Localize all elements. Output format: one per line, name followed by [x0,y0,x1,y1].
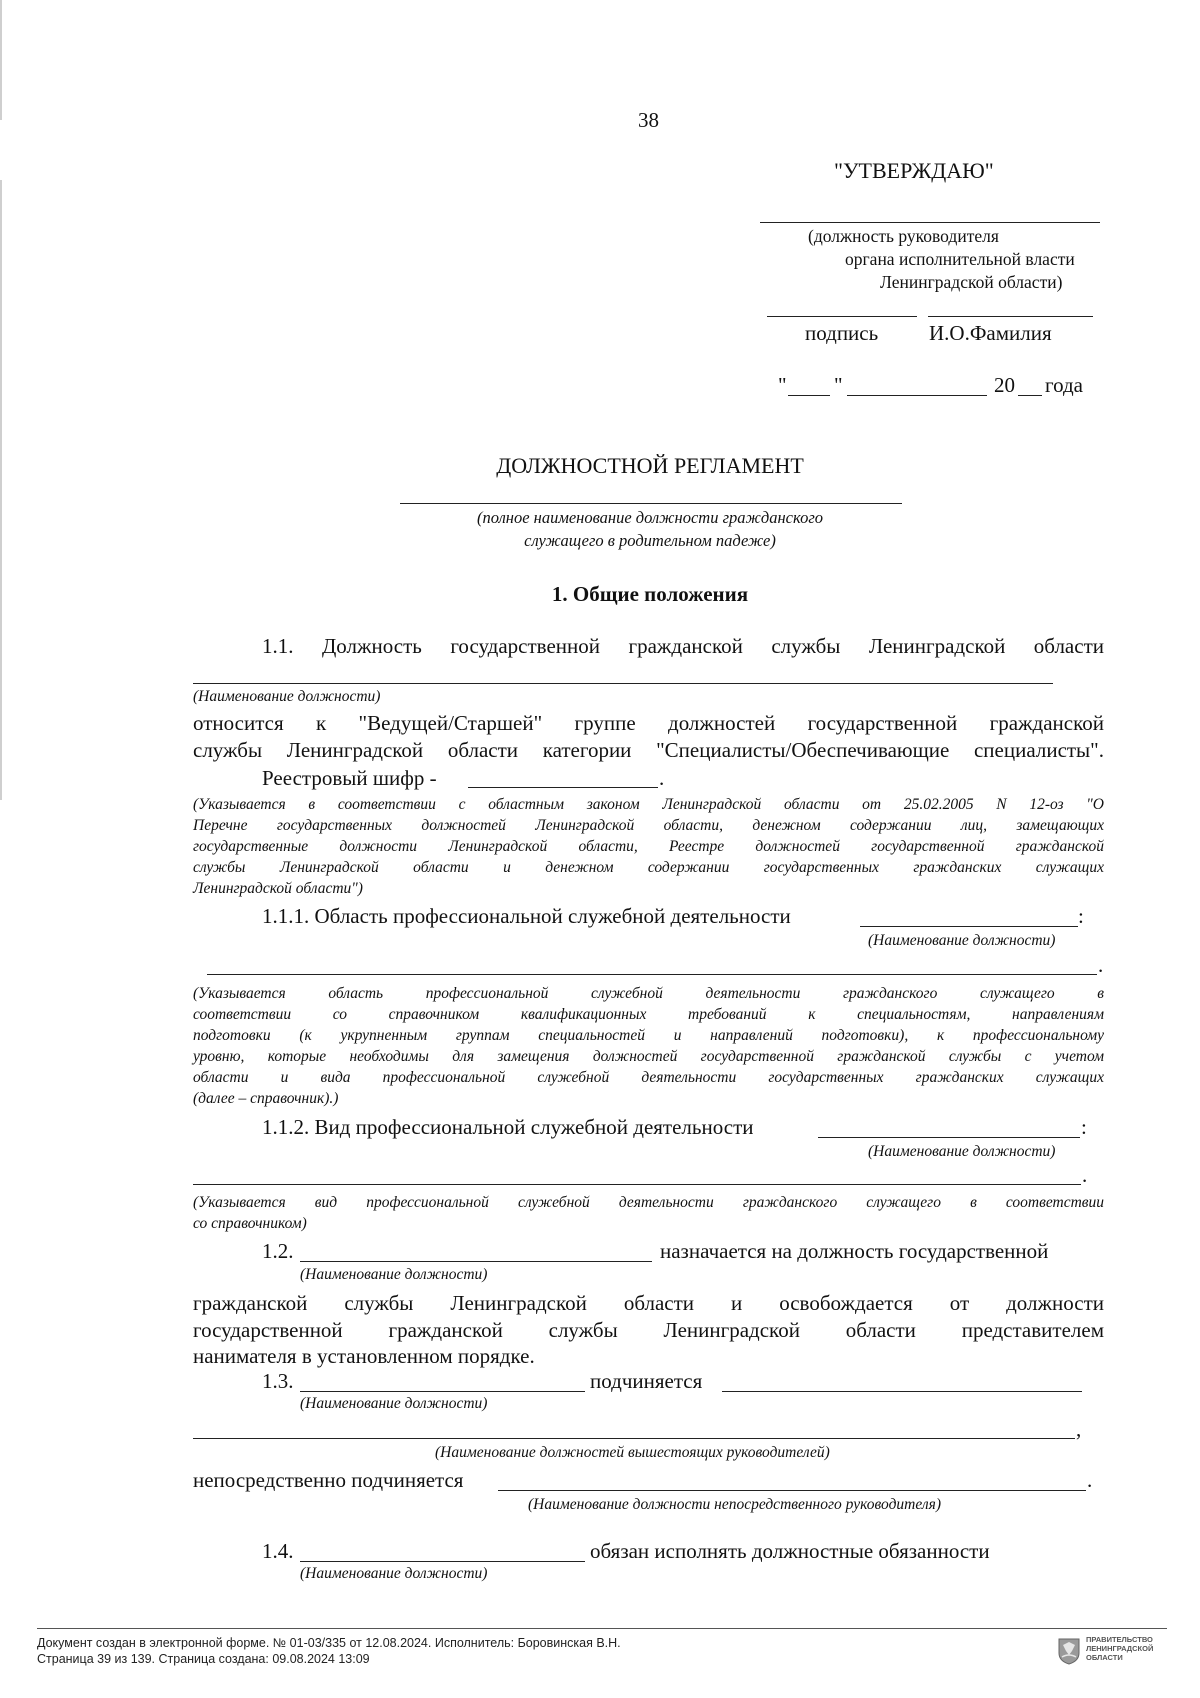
date-open-quote: " [778,373,787,397]
note3-line-1: (Указывается вид профессиональной служебной деятельности гражданского служащего в соответствии [193,1194,1104,1211]
p12-number: 1.2. [262,1239,294,1263]
p13-caption-superiors: (Наименование должностей вышестоящих руководителей) [435,1444,830,1461]
paragraph-1-1: 1.1. Должность государственной гражданской службы Ленинградской области [262,634,1104,658]
p13-position-line [300,1391,585,1392]
p11-caption: (Наименование должности) [193,688,381,705]
page-number: 38 [638,108,659,132]
approval-position-caption-3: Ленинградской области) [880,272,1063,292]
paragraph-1-1-2: 1.1.2. Вид профессиональной служебной деятельности [262,1115,754,1139]
date-suffix: года [1045,373,1083,397]
date-day-line [788,395,830,396]
approval-title: "УТВЕРЖДАЮ" [834,158,994,183]
registry-period: . [659,766,665,790]
footer-line-2: Страница 39 из 139. Страница создана: 09.08.2024 13:09 [37,1652,370,1666]
date-close-quote: " [834,373,843,397]
government-emblem-icon [1057,1637,1081,1665]
section-heading: 1. Общие положения [551,582,749,606]
p12-line-3: нанимателя в установленном порядке. [193,1344,535,1368]
date-year-line [1018,395,1042,396]
name-label: И.О.Фамилия [929,321,1052,345]
footer-separator [37,1628,1167,1629]
note2-line-5: области и вида профессиональной служебной деятельности государственных гражданских служащих [193,1069,1104,1086]
note1-line-2: Перечне государственных должностей Ленинградской области, денежном содержании лиц, замещающих [193,817,1104,834]
document-subtitle-1: (полное наименование должности гражданского [476,508,824,527]
p13-text: подчиняется [590,1369,703,1393]
signature-line [767,316,917,317]
p112-type-line [193,1184,1081,1185]
p11-line-1: относится к "Ведущей/Старшей" группе должностей государственной гражданской [193,711,1104,735]
date-year: 20 [994,373,1015,397]
footer-logo-text-1: ПРАВИТЕЛЬСТВО [1086,1635,1153,1644]
p13-superiors-line [193,1438,1075,1439]
note1-line-5: Ленинградской области") [193,880,363,897]
p11-position-line [193,683,1053,684]
note2-line-1: (Указывается область профессиональной служебной деятельности гражданского служащего в [193,985,1104,1002]
date-month-line [847,395,987,396]
registry-label: Реестровый шифр - [262,766,437,790]
p112-colon: : [1081,1115,1087,1139]
note3-line-2: со справочником) [193,1215,307,1232]
scan-edge-artifact [0,0,2,120]
p12-position-line [300,1261,652,1262]
p12-caption: (Наименование должности) [300,1266,488,1283]
p13-superior-line [722,1391,1082,1392]
p13-comma: , [1076,1417,1082,1441]
p13-period: . [1087,1468,1093,1492]
scan-edge-artifact [0,180,2,800]
p11-line-2: службы Ленинградской области категории "Специалисты/Обеспечивающие специалисты". [193,738,1104,762]
paragraph-1-1-1: 1.1.1. Область профессиональной служебной деятельности [262,904,791,928]
registry-line [468,787,658,788]
note2-line-6: (далее – справочник).) [193,1090,339,1107]
approval-position-line [760,222,1100,223]
approval-position-caption-2: органа исполнительной власти [845,249,1075,269]
p112-period: . [1082,1163,1088,1187]
p111-line [860,926,1078,927]
note2-line-2: соответствии со справочником квалификационных требований к специальностям, направлениям [193,1006,1104,1023]
p13-direct-label: непосредственно подчиняется [193,1468,464,1492]
note1-line-3: государственные должности Ленинградской области, Реестре должностей государственной гражданской [193,838,1104,855]
p111-period: . [1098,953,1104,977]
p12-line-2: государственной гражданской службы Ленинградской области представителем [193,1318,1104,1342]
p13-caption-direct: (Наименование должности непосредственного руководителя) [528,1496,941,1513]
p13-caption: (Наименование должности) [300,1395,488,1412]
p112-caption: (Наименование должности) [868,1143,1056,1160]
note2-line-4: уровню, которые необходимы для замещения должностей государственной гражданской службы с учетом [193,1048,1104,1065]
note2-line-3: подготовки (к укрупненным группам специальностей и направлений подготовки), к профессиональному [193,1027,1104,1044]
name-line [928,316,1093,317]
p13-direct-line [498,1490,1086,1491]
footer-line-1: Документ создан в электронной форме. № 01-03/335 от 12.08.2024. Исполнитель: Боровинская В.Н. [37,1636,621,1650]
p12-text: назначается на должность государственной [660,1239,1049,1263]
p13-number: 1.3. [262,1369,294,1393]
p12-line-1: гражданской службы Ленинградской области и освобождается от должности [193,1291,1104,1315]
p14-caption: (Наименование должности) [300,1565,488,1582]
note1-line-1: (Указывается в соответствии с областным законом Ленинградской области от 25.02.2005 N 12-оз "О [193,796,1104,813]
p14-text: обязан исполнять должностные обязанности [590,1539,990,1563]
document-subtitle-line [400,503,902,504]
p112-line [818,1137,1080,1138]
p111-area-line [207,974,1097,975]
note1-line-4: службы Ленинградской области и денежном содержании государственных гражданских служащих [193,859,1104,876]
footer-logo-text-3: ОБЛАСТИ [1086,1653,1123,1662]
approval-position-caption-1: (должность руководителя [808,226,999,246]
signature-label: подпись [805,321,879,345]
document-subtitle-2: служащего в родительном падеже) [524,531,776,550]
document-title: ДОЛЖНОСТНОЙ РЕГЛАМЕНТ [496,453,804,478]
p111-colon: : [1078,904,1084,928]
footer-logo-text-2: ЛЕНИНГРАДСКОЙ [1086,1644,1154,1653]
p14-position-line [300,1561,585,1562]
p111-caption: (Наименование должности) [868,932,1056,949]
p14-number: 1.4. [262,1539,294,1563]
